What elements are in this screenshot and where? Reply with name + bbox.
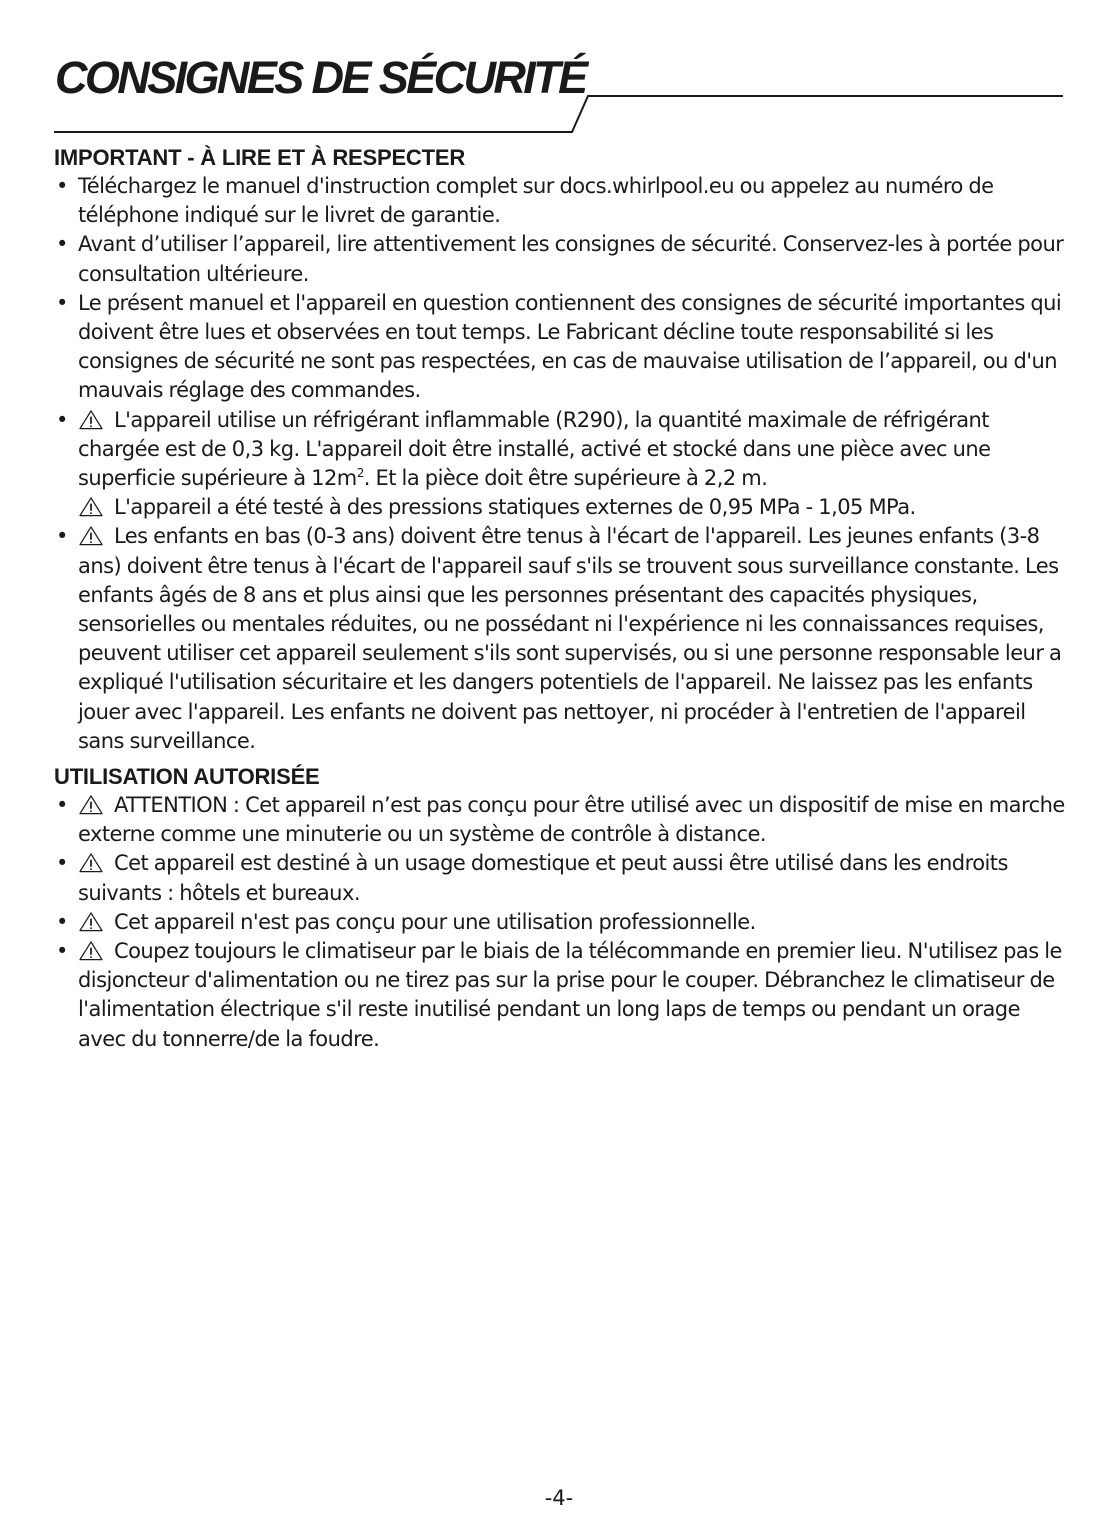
list-item-text: L'appareil utilise un réfrigérant inflammable (R290), la quantité maximale de réfrigérant chargée est de 0,3 kg. L'appareil doit être installé, activé et stocké dans une pièce avec une superficie supérieure à 12m bbox=[78, 407, 991, 491]
list-item bbox=[54, 791, 1066, 849]
bullet-icon: • bbox=[56, 793, 68, 818]
important-list bbox=[54, 172, 1066, 756]
bullet-icon: • bbox=[56, 909, 68, 934]
list-item bbox=[54, 522, 1066, 756]
list-item-text: Avant d’utiliser l’appareil, lire attentivement les consignes de sécurité. Conservez-les à portée pour consultation ultérieure. bbox=[78, 232, 1064, 286]
bullet-icon: • bbox=[56, 290, 68, 315]
usage-list bbox=[54, 791, 1066, 1054]
bullet-icon: • bbox=[56, 174, 68, 198]
list-item-text: L'appareil a été testé à des pressions statiques externes de 0,95 MPa - 1,05 MPa. bbox=[114, 495, 916, 520]
section-heading-important: IMPORTANT - À LIRE ET À RESPECTER bbox=[54, 145, 466, 170]
warning-triangle-icon bbox=[78, 409, 104, 430]
list-item-text: Cet appareil n'est pas conçu pour une utilisation professionnelle. bbox=[114, 909, 756, 934]
warning-triangle-icon bbox=[78, 525, 104, 546]
list-item bbox=[54, 406, 1066, 523]
bullet-icon: • bbox=[56, 524, 68, 549]
list-item bbox=[54, 289, 1066, 406]
list-item-text: . Et la pièce doit être supérieure à 2,2 m. bbox=[363, 466, 768, 491]
list-item-text: Le présent manuel et l'appareil en question contiennent des consignes de sécurité importantes qui doivent être lues et observées en tout temps. Le Fabricant décline toute responsabilité si les consignes de sécurité ne sont pas respectées, en cas de mauvaise utilisation de l’appareil, ou d'un mauvais réglage des commandes. bbox=[78, 290, 1062, 403]
list-item bbox=[54, 172, 1066, 230]
list-item-text: Téléchargez le manuel d'instruction complet sur docs.whirlpool.eu ou appelez au numéro de téléphone indiqué sur le livret de garantie. bbox=[78, 174, 994, 228]
bullet-icon: • bbox=[56, 939, 68, 964]
list-item-text: Coupez toujours le climatiseur par le biais de la télécommande en premier lieu. N'utilisez pas le disjoncteur d'alimentation ou ne tirez pas sur la prise pour le couper. Débranchez le climatiseur de l'alimentation électrique s'il reste inutilisé pendant un long laps de temps ou pendant un orage avec du tonnerre/de la foudre. bbox=[78, 939, 1062, 1051]
warning-triangle-icon bbox=[78, 496, 104, 517]
warning-triangle-icon bbox=[78, 794, 104, 815]
warning-triangle-icon bbox=[78, 940, 104, 961]
bullet-icon: • bbox=[56, 851, 68, 876]
list-item bbox=[54, 937, 1066, 1054]
list-item-text: Les enfants en bas (0-3 ans) doivent être tenus à l'écart de l'appareil. Les jeunes enfants (3-8 ans) doivent être tenus à l'écart de l'appareil sauf s'ils se trouvent sous surveillance constante. Les enfants âgés de 8 ans et plus ainsi que les personnes présentant des capacités physiques, sensorielles ou mentales réduites, ou ne possédant ni l'expérience ni les connaissances requises, peuvent utiliser cet appareil seulement s'ils sont supervisés, ou si une personne responsable leur a expliqué l'utilisation sécuritaire et les dangers potentiels de l'appareil. Ne laissez pas les enfants jouer avec l'appareil. Les enfants ne doivent pas nettoyer, ni procéder à l'entretien de l'appareil sans surveillance. bbox=[78, 524, 1062, 753]
list-item-text: ATTENTION : Cet appareil n’est pas conçu pour être utilisé avec un dispositif de mise en marche externe comme une minuterie ou un système de contrôle à distance. bbox=[78, 793, 1065, 847]
list-item bbox=[54, 230, 1066, 288]
warning-triangle-icon bbox=[78, 911, 104, 932]
title-underline bbox=[0, 0, 1093, 140]
page-number: -4- bbox=[544, 1486, 574, 1510]
bullet-icon: • bbox=[56, 232, 68, 257]
section-heading-usage: UTILISATION AUTORISÉE bbox=[54, 764, 320, 790]
list-item bbox=[54, 849, 1066, 907]
list-item-subline bbox=[78, 493, 1066, 522]
bullet-icon: • bbox=[56, 407, 68, 432]
warning-triangle-icon bbox=[78, 852, 104, 873]
list-item bbox=[54, 908, 1066, 937]
page-title: CONSIGNES DE SÉCURITÉ bbox=[55, 52, 586, 103]
list-item-text: Cet appareil est destiné à un usage domestique et peut aussi être utilisé dans les endroits suivants : hôtels et bureaux. bbox=[78, 851, 1008, 905]
superscript-text: 2 bbox=[356, 466, 364, 481]
safety-content bbox=[54, 143, 1066, 1054]
